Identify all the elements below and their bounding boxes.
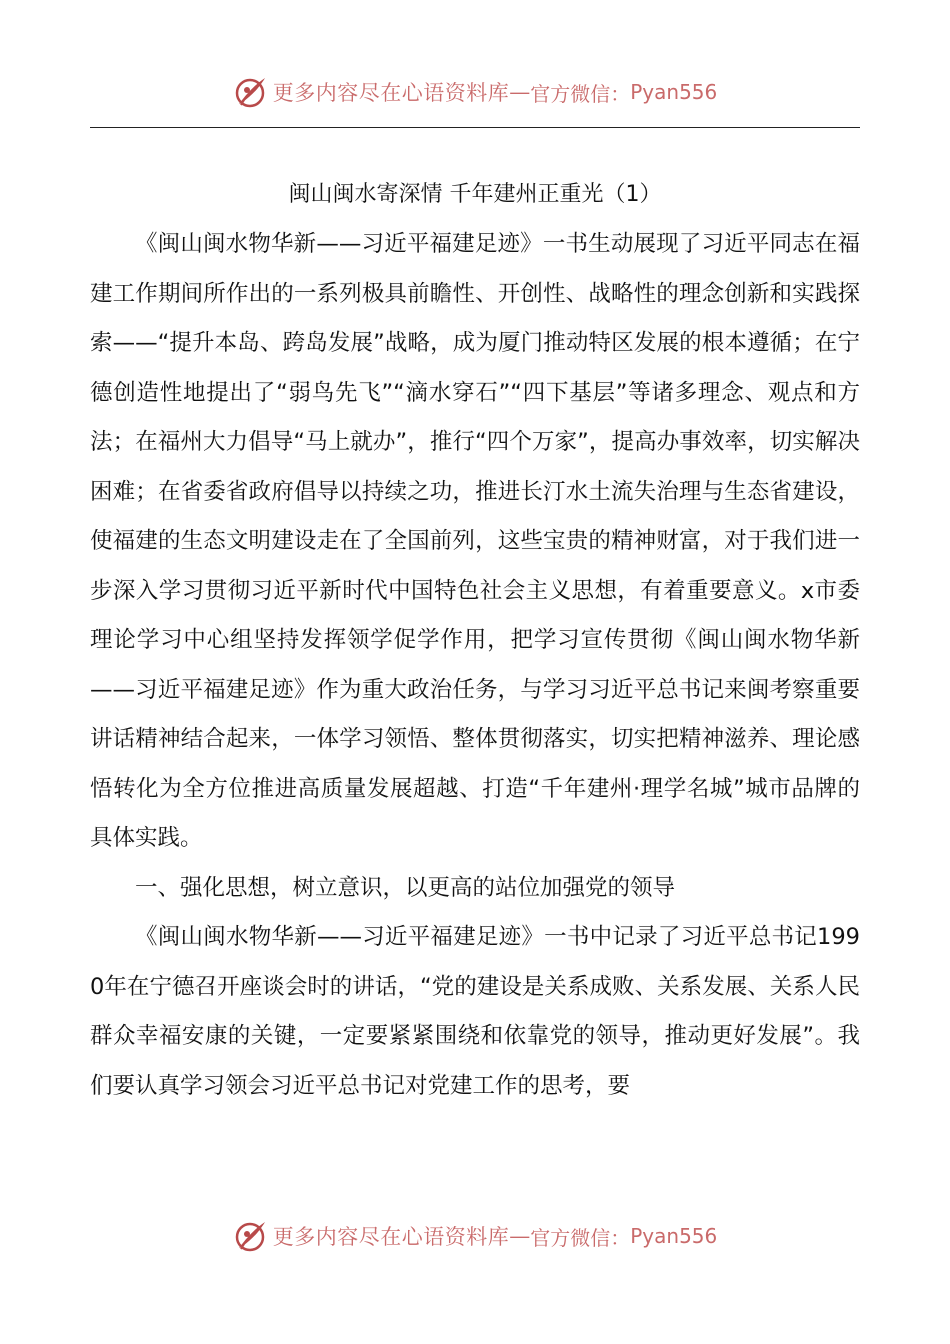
- wechat-label: 官方微信：: [530, 81, 631, 106]
- document-body: [90, 170, 860, 1111]
- wechat-id: Pyan556: [630, 80, 718, 104]
- section-paragraph: 《闽山闽水物华新——习近平福建足迹》一书中记录了习近平总书记1990年在宁德召开座谈会时的讲话，“党的建设是关系成败、关系发展、关系人民群众幸福安康的关键，一定要紧紧围绕和依靠党的领导，推动更好发展”。我们要认真学习领会习近平总书记对党建工作的思考，要: [90, 924, 860, 1099]
- intro-paragraph: 《闽山闽水物华新——习近平福建足迹》一书生动展现了习近平同志在福建工作期间所作出的一系列极具前瞻性、开创性、战略性的理念创新和实践探索——“提升本岛、跨岛发展”战略，成为厦门推动特区发展的根本遵循；在宁德创造性地提出了“弱鸟先飞”“滴水穿石”“四下基层”等诸多理念、观点和方法；在福州大力倡导“马上就办”，推行“四个万家”，提高办事效率，切实解决困难；在省委省政府倡导以持续之功，推进长汀水土流失治理与生态省建设，使福建的生态文明建设走在了全国前列，这些宝贵的精神财富，对于我们进一步深入学习贯彻习近平新时代中国特色社会主义思想，有着重要意义。x市委理论学习中心组坚持发挥领学促学作用，把学习宣传贯彻《闽山闽水物华新——习近平福建足迹》作为重大政治任务，与学习习近平总书记来闽考察重要讲话精神结合起来，一体学习领悟、整体贯彻落实，切实把精神滋养、理论感悟转化为全方位推进高质量发展超越、打造“千年建州·理学名城”城市品牌的具体实践。: [90, 231, 860, 851]
- footer-wechat-label: 官方微信：: [530, 1225, 631, 1250]
- footer-banner: [0, 1214, 950, 1258]
- quill-logo-icon: [233, 1218, 269, 1254]
- document-title: 闽山闽水寄深情 千年建州正重光（1）: [288, 182, 662, 207]
- footer-wechat-id: Pyan556: [630, 1224, 718, 1248]
- header-banner: [0, 70, 950, 114]
- banner-text: 更多内容尽在心语资料库: [272, 81, 510, 105]
- quill-logo-icon: [233, 74, 269, 110]
- footer-banner-dash: —: [509, 1224, 531, 1248]
- header-divider: [90, 127, 860, 128]
- banner-dash: —: [509, 80, 531, 104]
- section-heading: 一、强化思想，树立意识，以更高的站位加强党的领导: [135, 874, 676, 901]
- footer-banner-text: 更多内容尽在心语资料库: [272, 1225, 510, 1249]
